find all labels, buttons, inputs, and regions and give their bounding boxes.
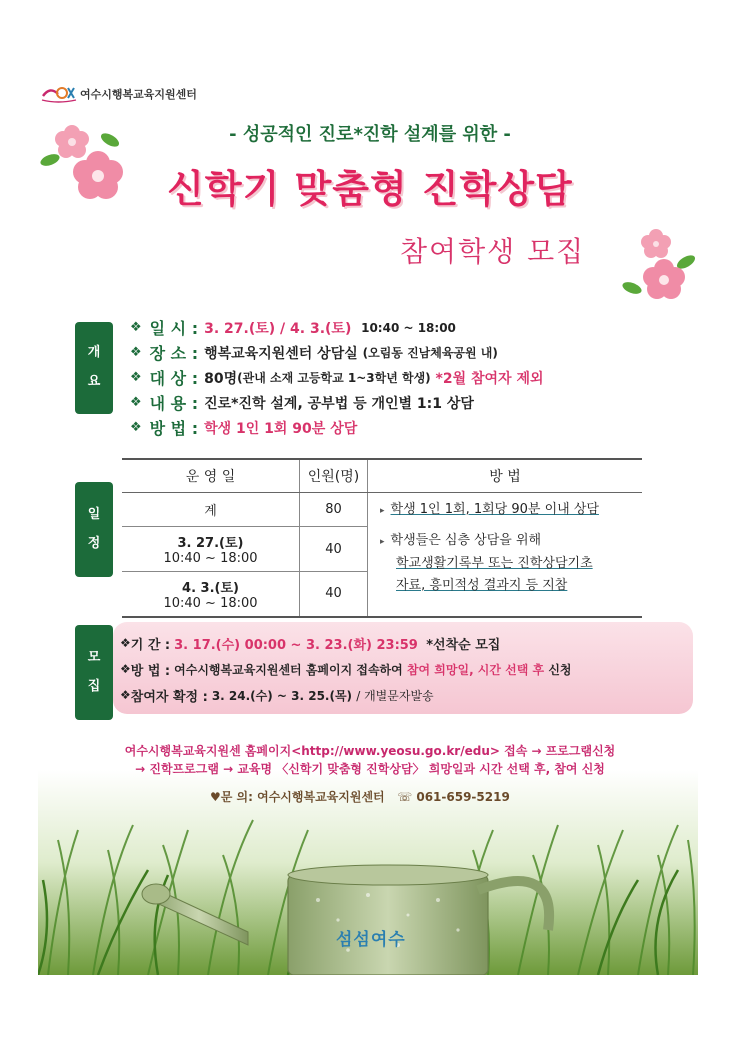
cell-count: 40: [300, 527, 368, 572]
overview-section: [130, 315, 690, 440]
contact-phone: ☏ 061-659-5219: [397, 790, 510, 804]
org-logo-icon: [40, 82, 78, 104]
method-line: 자료, 흥미적성 결과지 등 지참: [396, 578, 568, 593]
recruitment-row-confirm: ❖ 참여자 확정 : 3. 24.(수) ~ 3. 25.(목) / 개별문자발송: [120, 688, 434, 705]
diamond-icon: ❖: [130, 370, 142, 385]
diamond-icon: ❖: [130, 395, 142, 410]
header-date: 운 영 일: [122, 459, 300, 493]
cell-count: 80: [300, 493, 368, 527]
footer-instructions-line1: 여수시행복교육지원센 홈페이지<http://www.yeosu.go.kr/edu> 접속 → 프로그램신청: [124, 744, 616, 758]
page-title: 신학기 맞춤형 진학상담: [167, 167, 573, 211]
recruitment-row-period: ❖ 기 간 : 3. 17.(수) 00:00 ~ 3. 23.(화) 23:59 *선착순 모집: [120, 636, 501, 653]
table-header-row: [122, 459, 642, 493]
cell-count: 40: [300, 572, 368, 617]
schedule-table: [122, 458, 642, 618]
overview-row-place: ❖ 장 소 : 행복교육지원센터 상담실 (오림동 진남체육공원 내): [130, 344, 498, 363]
overview-tab: 개 요: [75, 322, 113, 414]
subtitle: - 성공적인 진로*진학 설계를 위한 -: [229, 124, 511, 145]
brand-logo-text: 섬섬여수: [336, 930, 406, 950]
org-logo: [40, 82, 220, 104]
overview-row-target: ❖ 대 상 : 80명 (관내 소재 고등학교 1~3학년 학생) *2월 참여자 제외: [130, 369, 544, 388]
cell-date: 4. 3.(토) 10:40 ~ 18:00: [122, 572, 300, 617]
recruit-heading: 참여학생 모집: [400, 235, 586, 268]
method-line: 학교생활기록부 또는 진학상담기초: [396, 556, 593, 571]
triangle-bullet-icon: ▸: [380, 537, 385, 547]
contact-org: 여수시행복교육지원센터: [257, 790, 385, 804]
cell-date: 3. 27.(토) 10:40 ~ 18:00: [122, 527, 300, 572]
diamond-icon: ❖: [120, 636, 131, 650]
recruitment-row-method: ❖ 방 법 : 여수시행복교육지원센터 홈페이지 접속하여 참여 희망일, 시간 선택 후 신청: [120, 662, 572, 679]
cherry-blossom-right-icon: [622, 228, 702, 308]
contact-label: ♥문 의:: [210, 790, 253, 804]
overview-row-content: ❖ 내 용 : 진로*진학 설계, 공부법 등 개인별 1:1 상담: [130, 394, 474, 413]
triangle-bullet-icon: ▸: [380, 506, 385, 516]
schedule-tab: 일 정: [75, 482, 113, 577]
header-count: 인원(명): [300, 459, 368, 493]
contact-info: [210, 788, 510, 805]
diamond-icon: ❖: [130, 345, 142, 360]
overview-row-method: ❖ 방 법 : 학생 1인 1회 90분 상담: [130, 419, 358, 438]
footer-instructions-line2: → 진학프로그램 → 교육명 〈신학기 맞춤형 진학상담〉 희망일과 시간 선택 후, 참여 신청: [135, 762, 605, 776]
org-name: 여수시행복교육지원센터: [80, 88, 197, 101]
method-line: ▸ 학생 1인 1회, 1회당 90분 이내 상담: [380, 502, 599, 517]
diamond-icon: ❖: [130, 320, 142, 335]
diamond-icon: ❖: [120, 688, 131, 702]
recruitment-tab: 모 집: [75, 625, 113, 720]
diamond-icon: ❖: [130, 420, 142, 435]
cell-method: [368, 493, 643, 617]
recruitment-section: [120, 630, 690, 708]
method-line: ▸ 학생들은 심층 상담을 위해: [380, 533, 542, 548]
table-row: [122, 493, 642, 527]
diamond-icon: ❖: [120, 662, 131, 676]
header-method: 방 법: [368, 459, 643, 493]
cell-date: 계: [122, 493, 300, 527]
overview-row-datetime: ❖ 일 시 : 3. 27.(토) / 4. 3.(토) 10:40 ~ 18:00: [130, 319, 456, 338]
